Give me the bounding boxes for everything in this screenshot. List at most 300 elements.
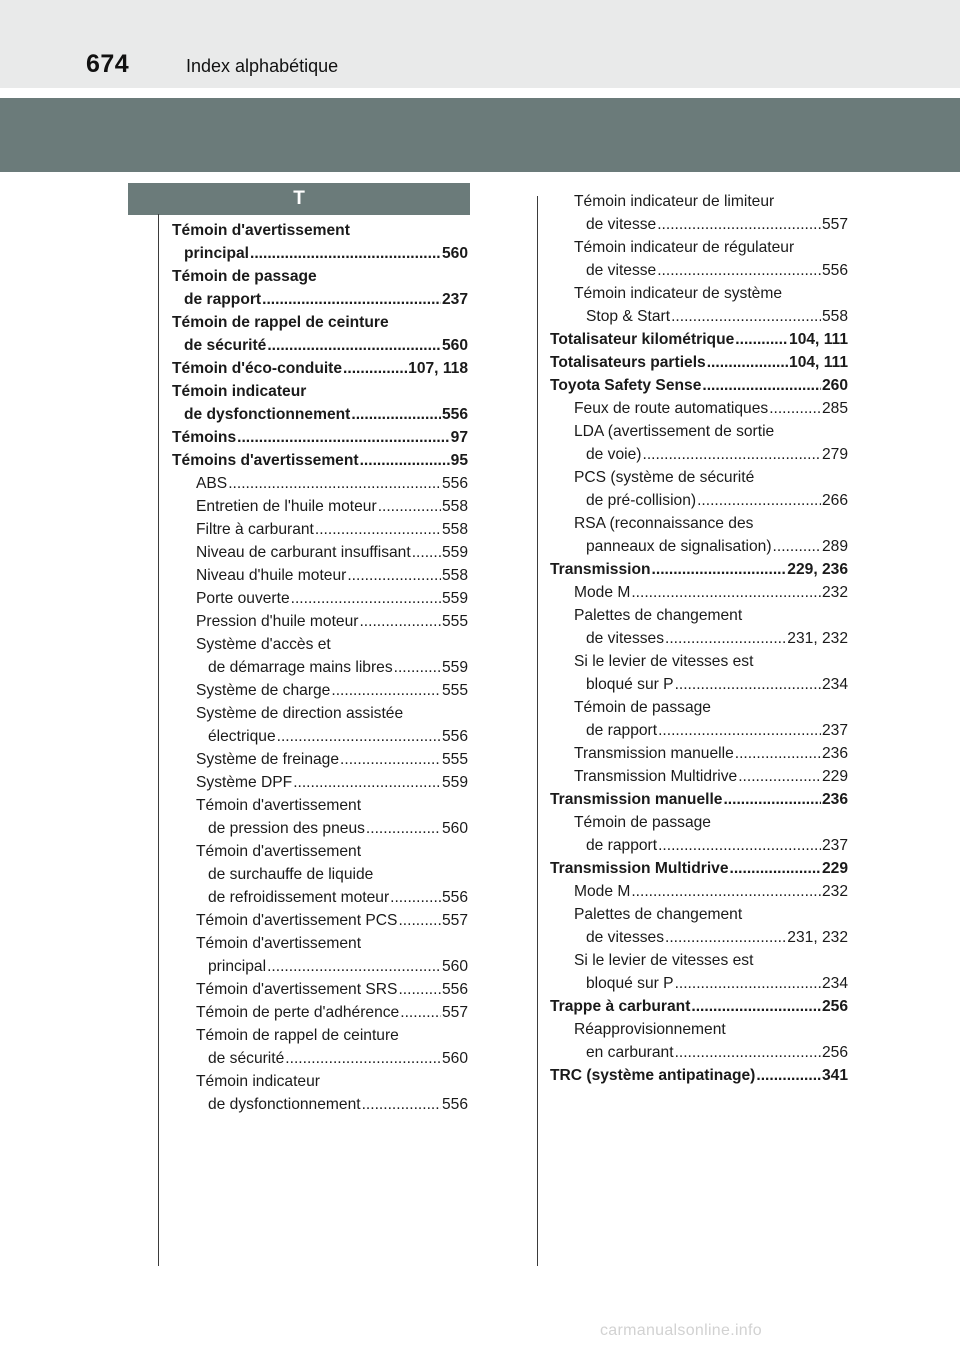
index-term: Feux de route automatiques bbox=[574, 400, 769, 417]
index-term: Témoins bbox=[172, 429, 237, 446]
index-subentry bbox=[550, 880, 848, 903]
index-term: Mode M bbox=[574, 584, 631, 601]
index-term: Trappe à carburant bbox=[550, 998, 691, 1015]
page-reference: 559 bbox=[441, 590, 468, 607]
dot-leader bbox=[228, 472, 441, 495]
index-entry bbox=[550, 857, 848, 880]
index-term: Témoin d'avertissement bbox=[196, 843, 362, 860]
index-subentry bbox=[172, 702, 468, 748]
index-term: Si le levier de vitesses est bbox=[574, 653, 754, 670]
dot-leader bbox=[665, 627, 786, 650]
index-term: de vitesse bbox=[586, 262, 657, 279]
index-subentry bbox=[172, 564, 468, 587]
index-subentry bbox=[172, 840, 468, 909]
index-term: Pression d'huile moteur bbox=[196, 613, 359, 630]
index-entry-line bbox=[550, 236, 848, 259]
index-subentry bbox=[172, 978, 468, 1001]
index-term: Témoin de perte d'adhérence bbox=[196, 1004, 400, 1021]
index-term: de rapport bbox=[184, 291, 262, 308]
index-subentry bbox=[550, 397, 848, 420]
index-term: Transmission manuelle bbox=[574, 745, 734, 762]
page-reference: 558 bbox=[821, 308, 848, 325]
index-entry-line bbox=[172, 311, 468, 334]
index-entry bbox=[172, 357, 468, 380]
index-term: de sécurité bbox=[208, 1050, 285, 1067]
index-term: de surchauffe de liquide bbox=[208, 866, 374, 883]
index-term: Système DPF bbox=[196, 774, 293, 791]
index-entry-line bbox=[172, 679, 468, 702]
dot-leader bbox=[657, 259, 821, 282]
index-term: Système de direction assistée bbox=[196, 705, 404, 722]
index-subentry bbox=[172, 679, 468, 702]
dot-leader bbox=[657, 213, 821, 236]
index-term: Témoin de rappel de ceinture bbox=[172, 314, 389, 331]
dot-leader bbox=[315, 518, 441, 541]
index-term: en carburant bbox=[586, 1044, 674, 1061]
index-entry-line bbox=[172, 518, 468, 541]
index-term: Système d'accès et bbox=[196, 636, 331, 653]
index-subentry bbox=[172, 909, 468, 932]
index-entry-line bbox=[550, 282, 848, 305]
dot-leader bbox=[675, 1041, 821, 1064]
dot-leader bbox=[665, 926, 786, 949]
dot-leader bbox=[702, 374, 821, 397]
dot-leader bbox=[658, 719, 821, 742]
index-term: Transmission Multidrive bbox=[550, 860, 729, 877]
index-term: Niveau de carburant insuffisant bbox=[196, 544, 411, 561]
index-entry-line bbox=[550, 351, 848, 374]
index-subentry bbox=[550, 236, 848, 282]
index-subentry bbox=[550, 466, 848, 512]
index-entry-line bbox=[172, 334, 468, 357]
index-entry-line bbox=[550, 857, 848, 880]
index-entry-line bbox=[550, 949, 848, 972]
index-entry bbox=[172, 311, 468, 357]
index-term: Témoin d'avertissement SRS bbox=[196, 981, 398, 998]
dot-leader bbox=[343, 357, 407, 380]
index-entry-line bbox=[172, 1070, 468, 1093]
dot-leader bbox=[340, 748, 441, 771]
index-entry-line bbox=[550, 765, 848, 788]
dot-leader bbox=[277, 725, 441, 748]
index-term: Témoin indicateur bbox=[196, 1073, 320, 1090]
index-entry-line bbox=[172, 357, 468, 380]
page-reference: 557 bbox=[441, 1004, 468, 1021]
index-entry bbox=[172, 219, 468, 265]
index-term: RSA (reconnaissance des bbox=[574, 515, 754, 532]
index-subentry bbox=[172, 587, 468, 610]
dot-leader bbox=[735, 328, 788, 351]
page-reference: 232 bbox=[821, 883, 848, 900]
page-reference: 236 bbox=[821, 791, 848, 808]
index-entry-line bbox=[550, 742, 848, 765]
page-reference: 234 bbox=[821, 975, 848, 992]
index-subentry bbox=[172, 1070, 468, 1116]
index-entry-line bbox=[550, 811, 848, 834]
index-term: Témoin d'avertissement bbox=[196, 797, 362, 814]
index-term: Stop & Start bbox=[586, 308, 671, 325]
dot-leader bbox=[366, 817, 441, 840]
header-banner bbox=[0, 98, 960, 172]
index-term: de refroidissement moteur bbox=[208, 889, 390, 906]
index-entry-line bbox=[550, 420, 848, 443]
page-reference: 289 bbox=[821, 538, 848, 555]
dot-leader bbox=[769, 397, 821, 420]
index-entry bbox=[550, 351, 848, 374]
index-term: Témoin indicateur de régulateur bbox=[574, 239, 795, 256]
dot-leader bbox=[360, 449, 450, 472]
index-term: de rapport bbox=[586, 837, 658, 854]
index-subentry bbox=[550, 581, 848, 604]
dot-leader bbox=[362, 1093, 441, 1116]
index-entry bbox=[550, 788, 848, 811]
index-term: Témoin de rappel de ceinture bbox=[196, 1027, 399, 1044]
page-reference: 237 bbox=[821, 722, 848, 739]
index-term: Témoin d'éco-conduite bbox=[172, 360, 343, 377]
index-entry-line bbox=[550, 834, 848, 857]
column-divider-middle bbox=[537, 196, 538, 1266]
page-reference: 231, 232 bbox=[787, 630, 848, 647]
index-term: de vitesse bbox=[586, 216, 657, 233]
dot-leader bbox=[267, 955, 441, 978]
dot-leader bbox=[723, 788, 821, 811]
index-subentry bbox=[172, 794, 468, 840]
watermark: carmanualsonline.info bbox=[600, 1322, 762, 1339]
page-reference: 560 bbox=[441, 958, 468, 975]
dot-leader bbox=[293, 771, 441, 794]
index-entry-line bbox=[550, 213, 848, 236]
index-subentry bbox=[550, 282, 848, 328]
index-entry-line bbox=[172, 656, 468, 679]
page-reference: 556 bbox=[441, 889, 468, 906]
index-entry-line bbox=[172, 1001, 468, 1024]
index-subentry bbox=[550, 903, 848, 949]
index-term: Système de charge bbox=[196, 682, 331, 699]
index-entry-line bbox=[172, 817, 468, 840]
dot-leader bbox=[652, 558, 787, 581]
index-subentry bbox=[550, 512, 848, 558]
index-term: Toyota Safety Sense bbox=[550, 377, 702, 394]
index-entry-line bbox=[172, 242, 468, 265]
page-header-bar bbox=[0, 0, 960, 88]
index-term: Témoins d'avertissement bbox=[172, 452, 359, 469]
dot-leader bbox=[631, 581, 821, 604]
page-reference: 260 bbox=[821, 377, 848, 394]
dot-leader bbox=[691, 995, 821, 1018]
index-entry-line bbox=[172, 702, 468, 725]
index-subentry bbox=[172, 1001, 468, 1024]
index-term: Porte ouverte bbox=[196, 590, 290, 607]
index-entry-line bbox=[172, 426, 468, 449]
index-term: Témoin d'avertissement PCS bbox=[196, 912, 398, 929]
index-column-left bbox=[172, 219, 468, 1116]
page-reference: 556 bbox=[441, 406, 468, 423]
index-entry-line bbox=[172, 886, 468, 909]
dot-leader bbox=[697, 489, 821, 512]
dot-leader bbox=[675, 972, 821, 995]
page-reference: 95 bbox=[450, 452, 468, 469]
index-subentry bbox=[172, 610, 468, 633]
index-entry bbox=[550, 995, 848, 1018]
index-entry-line bbox=[550, 305, 848, 328]
index-subentry bbox=[172, 1024, 468, 1070]
dot-leader bbox=[390, 886, 441, 909]
index-entry-line bbox=[550, 604, 848, 627]
index-term: Témoin de passage bbox=[172, 268, 317, 285]
index-entry-line bbox=[550, 627, 848, 650]
dot-leader bbox=[351, 403, 441, 426]
page-reference: 560 bbox=[441, 245, 468, 262]
index-entry-line bbox=[172, 380, 468, 403]
index-term: de démarrage mains libres bbox=[208, 659, 393, 676]
index-term: électrique bbox=[208, 728, 276, 745]
index-entry-line bbox=[550, 558, 848, 581]
index-entry-line bbox=[550, 1018, 848, 1041]
page-reference: 555 bbox=[441, 751, 468, 768]
index-entry-line bbox=[550, 673, 848, 696]
dot-leader bbox=[291, 587, 441, 610]
index-term: principal bbox=[184, 245, 249, 262]
index-term: Témoin de passage bbox=[574, 699, 711, 716]
page-reference: 234 bbox=[821, 676, 848, 693]
index-entry-line bbox=[172, 219, 468, 242]
index-term: LDA (avertissement de sortie bbox=[574, 423, 775, 440]
index-entry bbox=[172, 426, 468, 449]
page-reference: 97 bbox=[450, 429, 468, 446]
page-reference: 556 bbox=[441, 981, 468, 998]
page-reference: 256 bbox=[821, 1044, 848, 1061]
index-term: de dysfonctionnement bbox=[208, 1096, 361, 1113]
page-reference: 266 bbox=[821, 492, 848, 509]
page-reference: 559 bbox=[441, 544, 468, 561]
index-subentry bbox=[172, 541, 468, 564]
index-entry-line bbox=[550, 259, 848, 282]
index-entry bbox=[550, 374, 848, 397]
index-term: de dysfonctionnement bbox=[184, 406, 351, 423]
index-entry-line bbox=[172, 564, 468, 587]
index-entry-line bbox=[550, 903, 848, 926]
index-entry-line bbox=[550, 512, 848, 535]
dot-leader bbox=[394, 656, 441, 679]
index-term: Palettes de changement bbox=[574, 607, 743, 624]
index-entry-line bbox=[172, 495, 468, 518]
dot-leader bbox=[773, 535, 821, 558]
page-reference: 558 bbox=[441, 498, 468, 515]
page-reference: 556 bbox=[441, 728, 468, 745]
index-entry-line bbox=[550, 719, 848, 742]
index-entry bbox=[550, 328, 848, 351]
index-term: Entretien de l'huile moteur bbox=[196, 498, 377, 515]
section-title: Index alphabétique bbox=[186, 56, 339, 76]
index-entry-line bbox=[172, 748, 468, 771]
index-entry-line bbox=[550, 489, 848, 512]
page-reference: 229, 236 bbox=[787, 561, 848, 578]
page-reference: 560 bbox=[441, 337, 468, 354]
page-reference: 557 bbox=[441, 912, 468, 929]
dot-leader bbox=[331, 679, 441, 702]
index-term: Palettes de changement bbox=[574, 906, 743, 923]
index-entry-line bbox=[550, 995, 848, 1018]
index-entry-line bbox=[172, 725, 468, 748]
index-term: de voie) bbox=[586, 446, 642, 463]
page-reference: 556 bbox=[821, 262, 848, 279]
index-term: Mode M bbox=[574, 883, 631, 900]
page-reference: 232 bbox=[821, 584, 848, 601]
index-entry-line bbox=[550, 328, 848, 351]
page-reference: 104, 111 bbox=[789, 331, 848, 348]
index-term: de vitesses bbox=[586, 929, 665, 946]
dot-leader bbox=[378, 495, 441, 518]
index-term: panneaux de signalisation) bbox=[586, 538, 772, 555]
index-entry-line bbox=[172, 1024, 468, 1047]
page-reference: 107, 118 bbox=[408, 360, 468, 377]
index-term: de sécurité bbox=[184, 337, 267, 354]
dot-leader bbox=[398, 978, 441, 1001]
page-reference: 556 bbox=[441, 1096, 468, 1113]
page-reference: 237 bbox=[441, 291, 468, 308]
index-term: ABS bbox=[196, 475, 228, 492]
index-term: Totalisateur kilométrique bbox=[550, 331, 735, 348]
index-term: Témoin de passage bbox=[574, 814, 711, 831]
index-entry-line bbox=[550, 926, 848, 949]
dot-leader bbox=[631, 880, 821, 903]
index-entry-line bbox=[172, 771, 468, 794]
index-subentry bbox=[172, 748, 468, 771]
index-entry-line bbox=[550, 466, 848, 489]
index-entry-line bbox=[550, 581, 848, 604]
page-reference: 229 bbox=[821, 860, 848, 877]
index-term: Niveau d'huile moteur bbox=[196, 567, 347, 584]
index-term: Témoin indicateur de limiteur bbox=[574, 193, 775, 210]
page-reference: 559 bbox=[441, 774, 468, 791]
index-entry-line bbox=[172, 978, 468, 1001]
dot-leader bbox=[237, 426, 450, 449]
index-entry-line bbox=[172, 403, 468, 426]
index-term: Transmission bbox=[550, 561, 651, 578]
page-reference: 229 bbox=[821, 768, 848, 785]
index-entry-line bbox=[172, 288, 468, 311]
index-term: Réapprovisionnement bbox=[574, 1021, 726, 1038]
index-term: de rapport bbox=[586, 722, 658, 739]
index-entry-line bbox=[172, 909, 468, 932]
index-term: de pré-collision) bbox=[586, 492, 697, 509]
index-term: Transmission manuelle bbox=[550, 791, 723, 808]
index-entry-line bbox=[172, 449, 468, 472]
index-entry-line bbox=[172, 1093, 468, 1116]
index-term: Système de freinage bbox=[196, 751, 340, 768]
dot-leader bbox=[285, 1047, 441, 1070]
page-reference: 560 bbox=[441, 820, 468, 837]
dot-leader bbox=[671, 305, 821, 328]
index-term: Filtre à carburant bbox=[196, 521, 314, 538]
page-reference: 236 bbox=[821, 745, 848, 762]
index-entry-line bbox=[172, 955, 468, 978]
index-letter-tab: T bbox=[128, 183, 470, 215]
index-entry-line bbox=[172, 265, 468, 288]
dot-leader bbox=[730, 857, 821, 880]
dot-leader bbox=[347, 564, 441, 587]
page-reference: 279 bbox=[821, 446, 848, 463]
index-term: Si le levier de vitesses est bbox=[574, 952, 754, 969]
dot-leader bbox=[250, 242, 441, 265]
index-entry bbox=[550, 558, 848, 581]
index-term: Témoin indicateur bbox=[172, 383, 307, 400]
index-entry-line bbox=[550, 397, 848, 420]
index-entry bbox=[550, 1064, 848, 1087]
index-subentry bbox=[172, 932, 468, 978]
page-reference: 231, 232 bbox=[787, 929, 848, 946]
index-entry-line bbox=[550, 650, 848, 673]
index-entry-line bbox=[172, 541, 468, 564]
index-entry-line bbox=[550, 972, 848, 995]
index-term: de vitesses bbox=[586, 630, 665, 647]
index-term: Transmission Multidrive bbox=[574, 768, 738, 785]
index-entry-line bbox=[550, 1041, 848, 1064]
page-reference: 559 bbox=[441, 659, 468, 676]
dot-leader bbox=[738, 765, 821, 788]
index-entry-line bbox=[550, 696, 848, 719]
column-divider-left bbox=[158, 214, 159, 1266]
index-entry bbox=[172, 449, 468, 472]
index-entry-line bbox=[172, 840, 468, 863]
index-subentry bbox=[550, 696, 848, 742]
dot-leader bbox=[756, 1064, 821, 1087]
page-reference: 560 bbox=[441, 1050, 468, 1067]
index-entry-line bbox=[550, 880, 848, 903]
index-column-right bbox=[550, 190, 848, 1087]
index-entry-line bbox=[172, 610, 468, 633]
index-subentry bbox=[550, 190, 848, 236]
index-entry-line bbox=[550, 1064, 848, 1087]
index-term: bloqué sur P bbox=[586, 975, 674, 992]
index-subentry bbox=[172, 771, 468, 794]
index-entry-line bbox=[172, 932, 468, 955]
dot-leader bbox=[642, 443, 820, 466]
page-reference: 285 bbox=[821, 400, 848, 417]
dot-leader bbox=[707, 351, 788, 374]
index-term: Témoin d'avertissement bbox=[196, 935, 362, 952]
index-subentry bbox=[550, 949, 848, 995]
index-subentry bbox=[550, 604, 848, 650]
index-entry-line bbox=[550, 443, 848, 466]
index-entry-line bbox=[172, 472, 468, 495]
page-reference: 341 bbox=[821, 1067, 848, 1084]
page-number: 674 bbox=[86, 50, 130, 78]
page-reference: 237 bbox=[821, 837, 848, 854]
dot-leader bbox=[262, 288, 441, 311]
index-term: principal bbox=[208, 958, 267, 975]
dot-leader bbox=[735, 742, 821, 765]
index-subentry bbox=[550, 420, 848, 466]
index-entry-line bbox=[550, 788, 848, 811]
page-reference: 555 bbox=[441, 682, 468, 699]
index-entry-line bbox=[172, 1047, 468, 1070]
index-term: Totalisateurs partiels bbox=[550, 354, 706, 371]
index-subentry bbox=[172, 633, 468, 679]
index-subentry bbox=[550, 765, 848, 788]
index-entry-line bbox=[172, 587, 468, 610]
page-reference: 557 bbox=[821, 216, 848, 233]
index-subentry bbox=[172, 518, 468, 541]
dot-leader bbox=[675, 673, 821, 696]
index-entry-line bbox=[550, 190, 848, 213]
dot-leader bbox=[398, 909, 441, 932]
page-reference: 256 bbox=[821, 998, 848, 1015]
index-entry-line bbox=[550, 374, 848, 397]
index-entry-line bbox=[172, 633, 468, 656]
dot-leader bbox=[658, 834, 821, 857]
index-entry-line bbox=[550, 535, 848, 558]
